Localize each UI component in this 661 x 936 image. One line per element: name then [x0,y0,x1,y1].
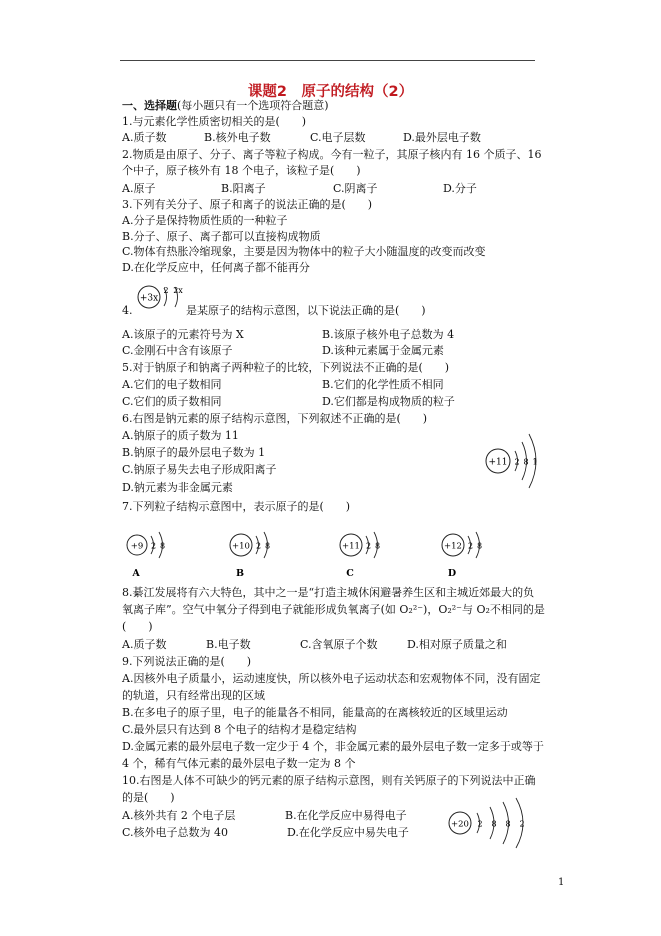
q7-c-shell-count-1: 2 [365,541,372,551]
q1-option-a: A.质子数 [122,131,167,144]
q6-option-c: C.钠原子易失去电子形成阳离子 [122,463,277,476]
q6-option-d: D.钠元素为非金属元素 [122,481,233,494]
q7-option-d-diagram [440,530,492,578]
q4-number: 4. [122,304,133,317]
section-heading [122,99,329,113]
q8-stem-line3: ( ) [122,620,153,633]
q8-option-b: B.电子数 [206,638,251,651]
q8-option-d: D.相对原子质量之和 [407,638,507,651]
q2-option-b: B.阳离子 [221,182,266,195]
q4-option-c: C.金刚石中含有该原子 [122,344,233,357]
q9-option-d-line1: D.金属元素的最外层电子数一定少于 4 个，非金属元素的最外层电子数一定多于或等于 [122,740,544,753]
page-number: 1 [558,877,565,888]
q1-stem: 1.与元素化学性质密切相关的是( ) [122,115,307,128]
q10-option-c: C.核外电子总数为 40 [122,826,229,839]
q4-shell-count-1: 2 [163,286,169,295]
q4-option-d: D.该种元素属于金属元素 [322,344,444,357]
q7-b-shell-count-1: 2 [255,541,262,551]
q8-option-c: C.含氧原子个数 [300,638,378,651]
q6-shell-count-3: 1 [532,457,538,467]
q7-d-label: D [447,568,457,578]
q6-nucleus-label: +11 [488,457,508,468]
q4-nucleus-label: +3x [139,293,159,304]
section-label: 一、选择题 [122,99,177,112]
q7-b-shell-count-2: 8 [264,541,271,551]
q10-calcium-atom-diagram [446,797,546,849]
q7-a-shell-count-1: 2 [150,541,157,551]
q2-stem-line1: 2.物质是由原子、分子、离子等粒子构成。今有一粒子，其原子核内有 16 个质子、16 [122,148,542,161]
q3-option-d: D.在化学反应中，任何离子都不能再分 [122,261,310,274]
q2-option-a: A.原子 [122,182,156,195]
q10-stem-line1: 10.右图是人体不可缺少的钙元素的原子结构示意图，则有关钙原子的下列说法中正确 [122,774,536,787]
q10-stem-line2: 的是( ) [122,791,175,804]
q8-stem-line2: 氧离子库”。空气中氧分子得到电子就能形成负氧离子(如 O₂²⁻)，O₂²⁻与 O₂不相同的是 [122,603,545,616]
q4-shell-count-2: 2x [173,286,183,295]
q4-stem: 是某原子的结构示意图，以下说法正确的是( ) [186,304,426,317]
q10-option-b: B.在化学反应中易得电子 [285,809,407,822]
q3-option-a: A.分子是保持物质性质的一种粒子 [122,214,288,227]
q7-b-label: B [235,568,245,578]
q7-d-shell-count-1: 2 [467,541,474,551]
page-title: 课题2 原子的结构（2） [247,84,414,100]
q5-stem: 5.对于钠原子和钠离子两种粒子的比较，下列说法不正确的是( ) [122,361,450,374]
q3-stem: 3.下列有关分子、原子和离子的说法正确的是( ) [122,198,373,211]
q5-option-c: C.它们的质子数相同 [122,395,222,408]
q5-option-a: A.它们的电子数相同 [122,378,222,391]
q7-a-shell-count-2: 8 [159,541,166,551]
q7-d-nucleus-label: +12 [444,541,462,552]
q9-stem: 9.下列说法正确的是( ) [122,655,252,668]
q7-c-shell-count-2: 8 [374,541,381,551]
q9-option-a-line2: 的轨道，只有经常出现的区域 [122,689,265,702]
q7-option-b-diagram [228,530,280,578]
q10-shell-count-3: 8 [505,819,511,829]
q10-nucleus-label: +20 [451,819,469,830]
q7-a-nucleus-label: +9 [130,541,144,552]
q1-option-d: D.最外层电子数 [403,131,481,144]
q9-option-a-line1: A.因核外电子质量小，运动速度快，所以核外电子运动状态和宏观物体不同，没有固定 [122,672,541,685]
q7-option-c-diagram [338,530,390,578]
q10-option-d: D.在化学反应中易失电子 [287,826,409,839]
q8-option-a: A.质子数 [122,638,167,651]
q7-c-label: C [346,568,354,578]
section-note: (每小题只有一个选项符合题意) [177,99,329,112]
q9-option-c: C.最外层只有达到 8 个电子的结构才是稳定结构 [122,723,357,736]
q6-shell-count-2: 8 [523,457,529,467]
q10-shell-count-1: 2 [477,819,483,829]
q7-a-label: A [132,568,140,578]
q1-option-c: C.电子层数 [310,131,366,144]
q7-stem: 7.下列粒子结构示意图中，表示原子的是( ) [122,500,351,513]
q2-option-d: D.分子 [443,182,477,195]
q10-shell-count-2: 8 [491,819,497,829]
q10-option-a: A.核外共有 2 个电子层 [122,809,236,822]
q9-option-b: B.在多电子的原子里，电子的能量各不相同，能量高的在离核较近的区域里运动 [122,706,508,719]
q7-option-a-diagram [124,530,174,578]
q10-shell-count-4: 2 [519,819,525,829]
q2-option-c: C.阴离子 [333,182,378,195]
q7-d-shell-count-2: 8 [476,541,483,551]
q8-stem-line1: 8.綦江发展将有六大特色，其中之一是“打造主城休闲避暑养生区和主城近郊最大的负 [122,586,535,599]
q1-option-b: B.核外电子数 [204,131,271,144]
q5-option-b: B.它们的化学性质不相同 [322,378,444,391]
q3-option-c: C.物体有热胀冷缩现象，主要是因为物体中的粒子大小随温度的改变而改变 [122,245,486,258]
q6-sodium-atom-diagram [484,432,546,490]
q3-option-b: B.分子、原子、离子都可以直接构成物质 [122,230,321,243]
q9-option-d-line2: 4 个，稀有气体元素的最外层电子数一定为 8 个 [122,757,356,770]
q7-b-nucleus-label: +10 [232,541,250,552]
q6-option-b: B.钠原子的最外层电子数为 1 [122,446,266,459]
q4-option-b: B.该原子核外电子总数为 4 [322,328,455,341]
q5-option-d: D.它们都是构成物质的粒子 [322,395,455,408]
header-rule [120,60,535,61]
q6-shell-count-1: 2 [514,457,520,467]
q6-option-a: A.钠原子的质子数为 11 [122,429,239,442]
q7-c-nucleus-label: +11 [342,541,360,552]
q4-option-a: A.该原子的元素符号为 X [122,328,244,341]
q6-stem: 6.右图是钠元素的原子结构示意图，下列叙述不正确的是( ) [122,412,428,425]
q2-stem-line2: 个中子，原子核外有 18 个电子，该粒子是( ) [122,164,361,177]
